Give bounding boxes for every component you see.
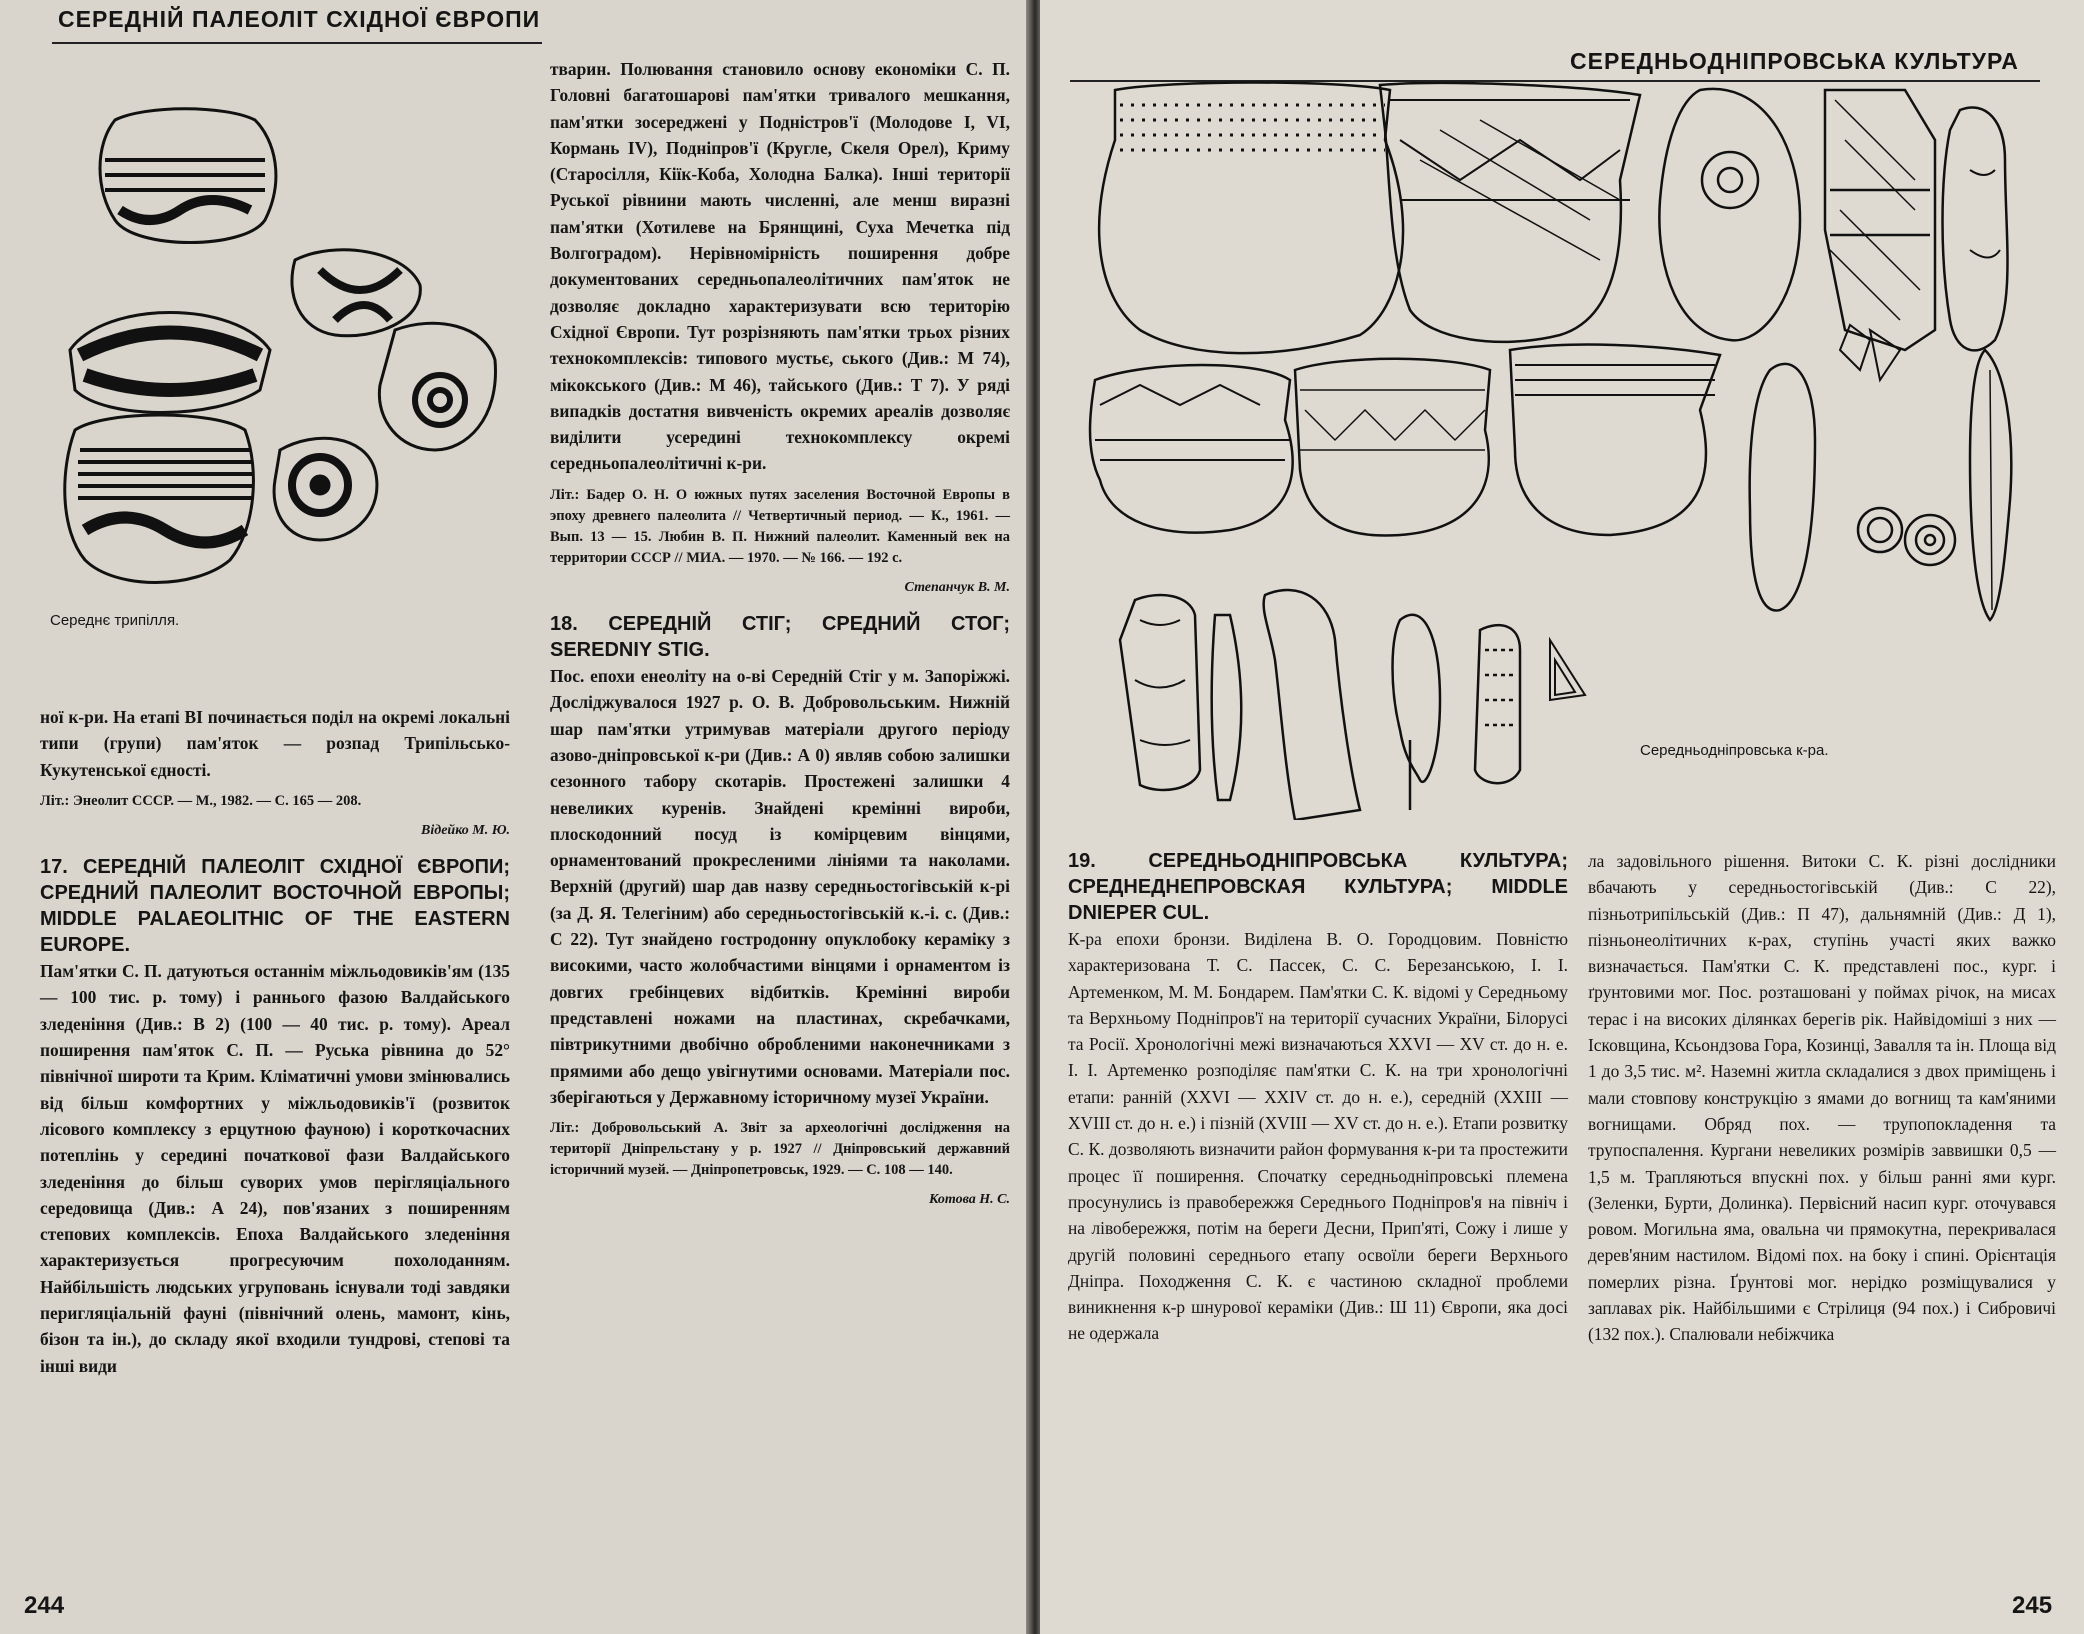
- left-column-2: [550, 56, 1010, 1213]
- running-head: СЕРЕДНЬОДНІПРОВСЬКА КУЛЬТУРА: [1570, 48, 2019, 74]
- middle-dnieper-artifacts-drawing: [1080, 80, 2020, 820]
- page-number: 245: [2012, 1592, 2053, 1619]
- literature-note-2: Літ.: Добровольський А. Звіт за археологічні дослідження на території Дніпрельстану у р. 1927 // Дніпровський державний історичний музей. — Дніпропетровськ, 1929. — С. 108 — 140.: [550, 1120, 1010, 1179]
- right-column-1: [1068, 848, 1568, 1347]
- entry-19-text: К-ра епохи бронзи. Виділена В. О. Городцовим. Повністю характеризована Т. С. Пассек, С. С. Березанською, І. І. Артеменком, М. М. Бондарем. Пам'ятки С. К. відомі у Середньому та Верхньому Подніпров'ї на території сучасних України, Білорусі та Росії. Хронологічні межі визначаються XXVI — XV ст. до н. е. І. І. Артеменко розподіляє пам'ятки С. К. на три хронологічні етапи: ранній (XXVI — XXIV ст. до н. е.), середній (XXIII — XVIII ст. до н. е.) і пізній (XVIII — XV ст. до н. е.). Етапи розвитку С. К. дозволяють визначити район формування к-ри та простежити процес її поширення. Спочатку середньодніпровські племена просунулись із правобережжя Середнього Подніпров'я на північ і на лівобережжя, потім на береги Десни, Прип'яті, Сожу і лише у другій половині середнього етапу освоїли береги Верхнього Дніпра. Походження С. К. є частиною складної проблеми виникнення к-р шнурової кераміки (Див.: Ш 11) Європи, яка досі не одержала: [1068, 929, 1568, 1344]
- entry-18-text: Пос. епохи енеоліту на о-ві Середній Стіг у м. Запоріжжі. Досліджувалося 1927 р. О. В. Добровольським. Нижній шар пам'ятки утримував матеріали другого періоду азово-дніпровської к-ри (Див.: А 0) являв собою залишки сезонного табору скотарів. Простежені залишки 4 невеликих куренів. Знайдені кремінні вироби, плоскодонний посуд із комірцевим вінцями, орнаментований прокресленими лініями та наколами. Верхній (другий) шар дав назву середньостогівській к-рі (за Д. Я. Телегіним) або середньостогівській к.-і. с. (Див.: С 22). Тут знайдено гостродонну опуклобоку кераміку з високими, часто жолобчастими вінцями і орнаментом із довгих гребінцевих відбитків. Кремінні вироби представлені ножами на пластинах, скребачками, півтрикутними двобічно обробленими наконечниками з прямими або дещо увігнутими основами. Матеріали пос. зберігаються у Державному історичному музеї України.: [550, 666, 1010, 1107]
- figure-caption: Середньодніпровська к-ра.: [1640, 742, 1829, 759]
- author-signature: Степанчук В. М.: [904, 579, 1010, 595]
- entry-17-text: Пам'ятки С. П. датуються останнім міжльодовиків'ям (135 — 100 тис. р. тому) і раннього фазою Валдайського зледеніння (Див.: В 2) (100 — 40 тис. р. тому). Ареал поширення пам'яток С. П. — Руська рівнина до 52° північної широти та Крим. Кліматичні умови змінювались від більш комфортних у міжльодовиків'ї (розвиток лісового комплексу з ерцутною фауною) і короткочасних потеплінь у середині початкової фази Валдайського зледеніння до більш суворих умов перігляціального середовища (Див.: А 24), пов'язаних з поширенням степових комплексів. Епоха Валдайського зледеніння характеризується прогресуючим похолоданням. Найбільшість людських угруповань існували тоді завдяки перигляціальній фауні (північний олень, мамонт, кінь, бізон та ін.), до складу якої входили тундрові, степові та інші види: [40, 961, 510, 1376]
- right-column-2: [1588, 848, 2056, 1348]
- tripillia-pottery-drawing: [45, 100, 515, 600]
- running-head: СЕРЕДНІЙ ПАЛЕОЛІТ СХІДНОЇ ЄВРОПИ: [58, 6, 541, 32]
- left-column-1: [40, 704, 510, 1379]
- figure-caption: Середнє трипілля.: [50, 612, 180, 629]
- header-rule: [52, 42, 542, 44]
- entry-19-heading: 19. СЕРЕДНЬОДНІПРОВСЬКА КУЛЬТУРА; СРЕДНЕДНЕПРОВСКАЯ КУЛЬТУРА; MIDDLE DNIEPER CUL.: [1068, 850, 1568, 924]
- page-number: 244: [24, 1592, 65, 1619]
- literature-note: Літ.: Бадер О. Н. О южных путях заселения Восточной Европы в эпоху древнего палеолита // Четвертичный период. — К., 1961. — Вып. 13 — 15. Любин В. П. Нижний палеолит. Каменный век на территории СССР // МИА. — 1970. — № 166. — 192 с.: [550, 486, 1010, 566]
- right-page: [1040, 0, 2084, 1634]
- author-signature: Відейко М. Ю.: [421, 822, 510, 838]
- literature-note: Літ.: Энеолит СССР. — М., 1982. — С. 165 — 208.: [40, 792, 362, 809]
- continuation-text: ла задовільного рішення. Витоки С. К. різні дослідники вбачають у середньостогівській (Див.: С 22), пізньотрипільській (Див.: П 47), дальнямній (Див.: Д 1), пізньонеолітичних к-рах, ступінь участі яких важко визначається. Пам'ятки С. К. представлені пос., кург. і ґрунтовими мог. Пос. розташовані у поймах річок, на мисах терас і на високих ділянках берегів рік. Найвідоміші з них — Ісковщина, Ксьондзова Гора, Козинці, Завалля та ін. Площа від 1 до 3,5 тис. м². Наземні житла складалися з двох приміщень і мали стовпову конструкцію з ямами до вогнищ та кам'яними вогнищами. Обряд пох. — трупопокладення та трупоспалення. Кургани невеликих розмірів заввишки 0,5 — 1,5 м. Трапляються впускні пох. у більш ранні ями кург. (Зеленки, Бурти, Долинка). Первісний насип кург. оточувався ровом. Могильна яма, овальна чи прямокутна, перекривалася дерев'яним настилом. Відомі пох. на боку і спині. Орієнтація померлих різна. Ґрунтові мог. нерідко розміщувалися у заплавах рік. Найбільшими є Стрілиця (94 пох.) і Сибровичі (132 пох.). Спалювали небіжчика: [1588, 851, 2056, 1345]
- continuation-text: ної к-ри. На етапі ВІ починається поділ на окремі локальні типи (групи) пам'яток — розпад Трипільсько-Кукутенської єдності.: [40, 707, 510, 780]
- author-signature-2: Котова Н. С.: [928, 1192, 1010, 1208]
- entry-18-heading: 18. СЕРЕДНІЙ СТІГ; СРЕДНИЙ СТОГ; SEREDNIY STIG.: [550, 613, 1010, 662]
- left-page: [0, 0, 1030, 1634]
- continuation-text: тварин. Полювання становило основу економіки С. П. Головні багатошарові пам'ятки тривалого мешкання, пам'ятки зосереджені у Подністров'ї (Молодове I, VI, Кормань IV), Подніпров'ї (Кругле, Скеля Орел), Криму (Старосілля, Кіїк-Коба, Холодна Балка). Інші території Руської рівнини мають численні, але менш виразні пам'ятки (Хотилеве на Брянщині, Суха Мечетка під Волгоградом). Нерівномірність поширення добре документованих середньопалеолітичних пам'яток не дозволяє докладно характеризувати всю територію Східної Європи. Тут розрізняють пам'ятки трьох різних технокомплексів: типового мустьє, ського (Див.: М 74), мікокського (Див.: М 46), тайського (Див.: Т 7). У ряді випадків достатня вивченість окремих ареалів дозволяє виділити усередині технокомплексу окремі середньопалеолітичні к-ри.: [550, 59, 1010, 474]
- entry-17-heading: 17. СЕРЕДНІЙ ПАЛЕОЛІТ СХІДНОЇ ЄВРОПИ; СРЕДНИЙ ПАЛЕОЛИТ ВОСТОЧНОЙ ЕВРОПЫ; MIDDLE PALAEOLITHIC OF THE EASTERN EUROPE.: [40, 856, 510, 957]
